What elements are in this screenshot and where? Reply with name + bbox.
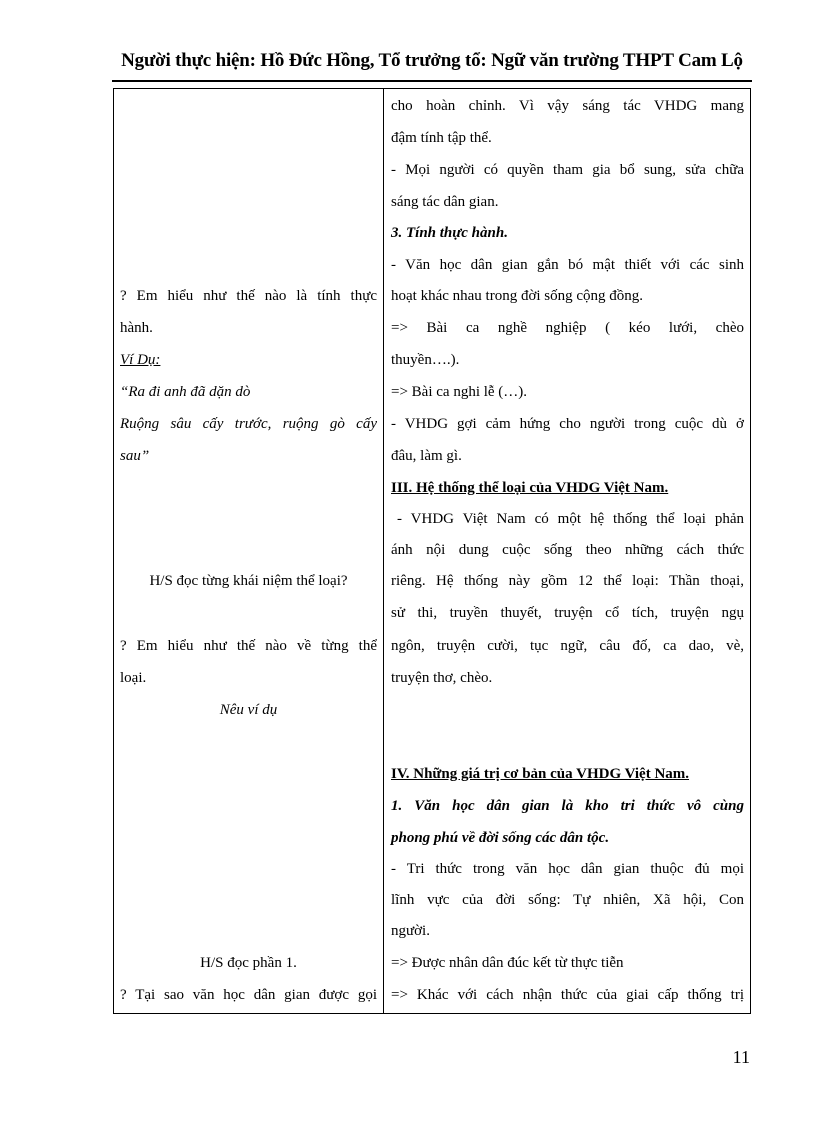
text-line: - Mọi người có quyền tham gia bổ sung, sửa chữa xyxy=(391,162,744,178)
text-line: - Văn học dân gian gắn bó mật thiết với các sinh xyxy=(391,257,744,273)
page-header: Người thực hiện: Hồ Đức Hồng, Tổ trưởng tổ: Ngữ văn trường THPT Cam Lộ xyxy=(121,50,743,71)
text-line: riêng. Hệ thống này gồm 12 thể loại: Thần thoại, xyxy=(391,573,744,589)
question-genres-line1: ? Em hiểu như thế nào về từng thể xyxy=(120,638,377,654)
instruction-give-examples: Nêu ví dụ xyxy=(219,702,278,718)
text-line: sử thi, truyền thuyết, truyện cổ tích, truyện ngụ xyxy=(391,605,744,621)
lesson-table xyxy=(113,88,751,1014)
subheading-knowledge-line2: phong phú về đời sống các dân tộc. xyxy=(391,830,610,846)
example-verse-line3: sau” xyxy=(120,448,150,464)
text-line: truyện thơ, chèo. xyxy=(391,670,493,686)
column-divider xyxy=(383,89,384,1013)
text-line: đậm tính tập thể. xyxy=(391,130,492,146)
text-line: => Được nhân dân đúc kết từ thực tiễn xyxy=(391,955,624,971)
question-why-folk-lit: ? Tại sao văn học dân gian được gọi xyxy=(120,987,377,1003)
example-verse-line2: Ruộng sâu cấy trước, ruộng gò cấy xyxy=(120,416,377,432)
text-line: người. xyxy=(391,923,430,939)
question-thuc-hanh-line1: ? Em hiểu như thế nào là tính thực xyxy=(120,288,377,304)
text-line: cho hoàn chỉnh. Vì vậy sáng tác VHDG mang xyxy=(391,98,744,114)
text-line: - VHDG gợi cảm hứng cho người trong cuộc dù ở xyxy=(391,416,744,432)
text-line: => Bài ca nghi lễ (…). xyxy=(391,384,528,400)
example-verse-line1: “Ra đi anh đã dặn dò xyxy=(120,384,251,400)
section-heading-practicality: 3. Tính thực hành. xyxy=(391,225,508,241)
header-rule xyxy=(112,80,752,82)
section-heading-values: IV. Những giá trị cơ bản của VHDG Việt Nam. xyxy=(391,766,690,782)
text-line: đâu, làm gì. xyxy=(391,448,462,464)
question-genres-line2: loại. xyxy=(120,670,147,686)
text-line: - Tri thức trong văn học dân gian thuộc đủ mọi xyxy=(391,861,744,877)
text-line: hoạt khác nhau trong đời sống cộng đồng. xyxy=(391,288,644,304)
text-line: => Bài ca nghề nghiệp ( kéo lưới, chèo xyxy=(391,320,744,336)
subheading-knowledge-line1: 1. Văn học dân gian là kho tri thức vô cùng xyxy=(391,798,744,814)
text-line: lĩnh vực của đời sống: Tự nhiên, Xã hội, Con xyxy=(391,892,744,908)
text-line: ánh nội dung cuộc sống theo những cách thức xyxy=(391,542,744,558)
text-line: - VHDG Việt Nam có một hệ thống thể loại phản xyxy=(397,511,744,527)
text-line: => Khác với cách nhận thức của giai cấp thống trị xyxy=(391,987,744,1003)
question-thuc-hanh-line2: hành. xyxy=(120,320,153,336)
text-line: ngôn, truyện cười, tục ngữ, câu đố, ca dao, vè, xyxy=(391,638,744,654)
instruction-read-genres: H/S đọc từng khái niệm thể loại? xyxy=(149,573,348,589)
page-number: 11 xyxy=(732,1047,750,1067)
text-line: sáng tác dân gian. xyxy=(391,194,499,210)
example-label: Ví Dụ: xyxy=(120,352,161,368)
section-heading-genres: III. Hệ thống thể loại của VHDG Việt Nam. xyxy=(391,480,669,496)
instruction-read-part1: H/S đọc phần 1. xyxy=(200,955,297,971)
text-line: thuyền….). xyxy=(391,352,460,368)
